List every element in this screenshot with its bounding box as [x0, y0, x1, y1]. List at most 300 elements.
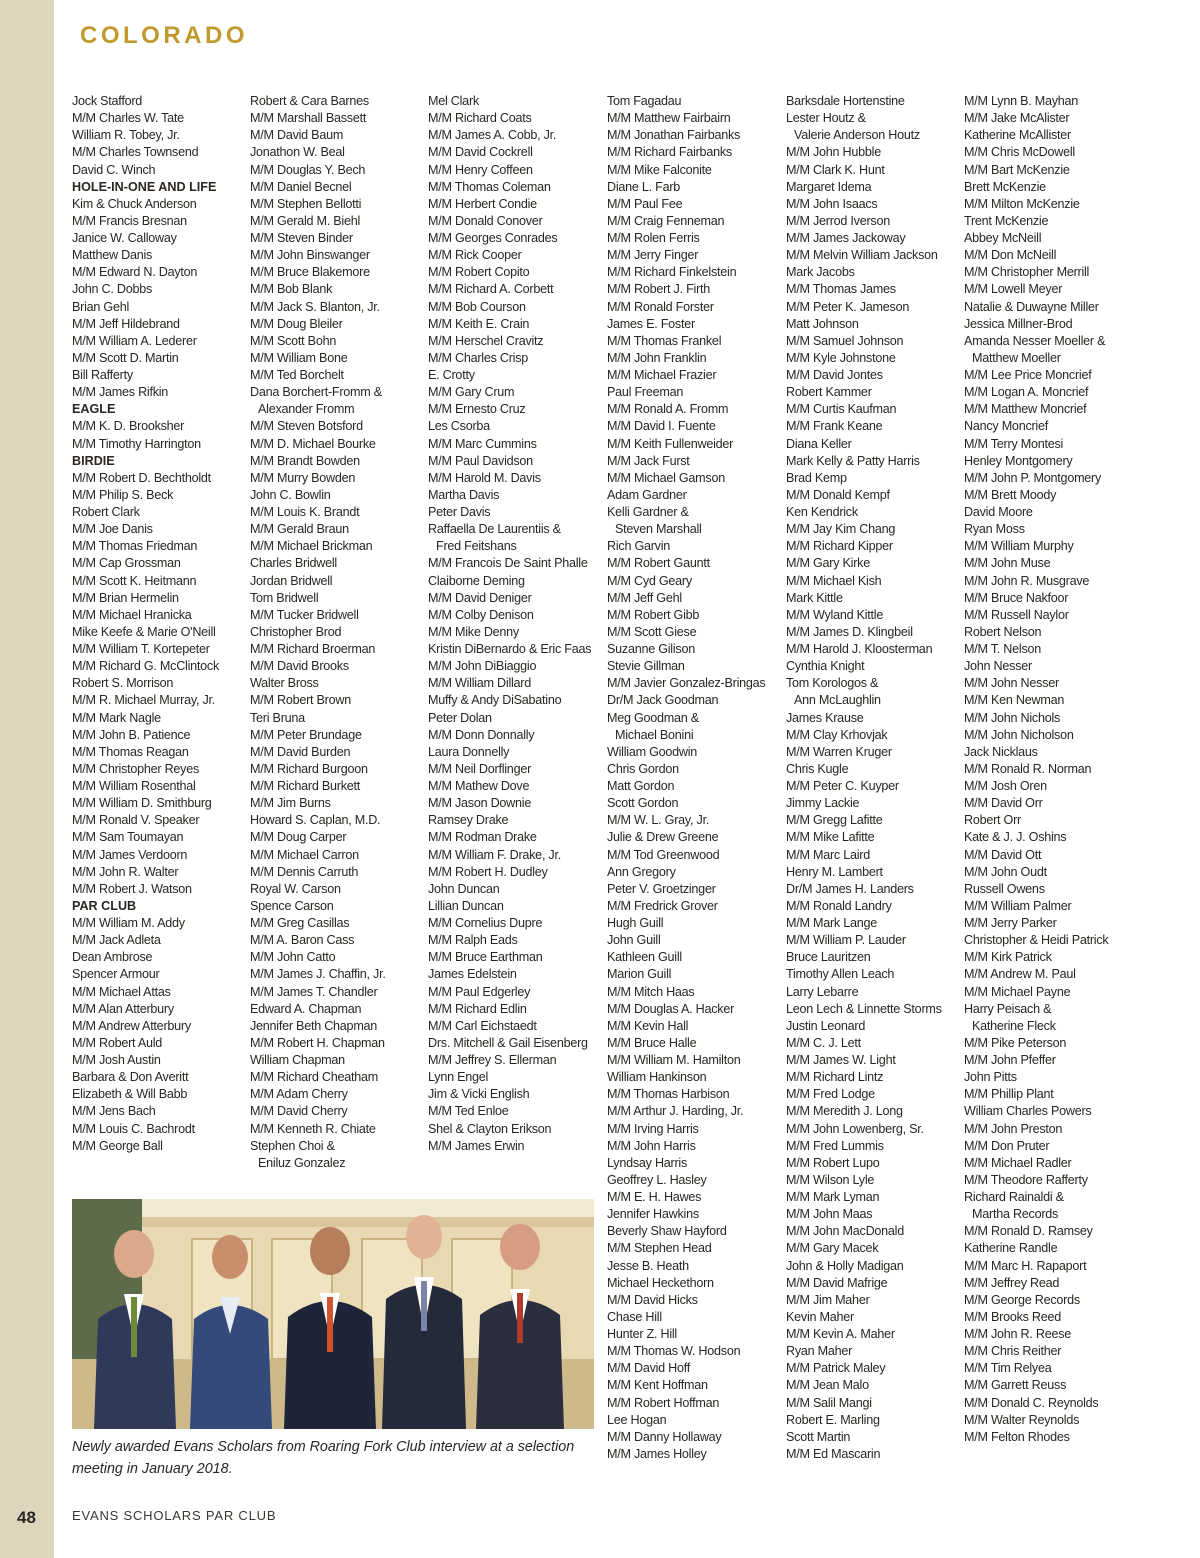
name-entry: Justin Leonard [786, 1018, 866, 1033]
name-entry: M/M John Lowenberg, Sr. [786, 1121, 924, 1136]
name-entry: M/M Charles W. Tate [72, 111, 184, 126]
name-entry: Chase Hill [607, 1309, 662, 1324]
name-entry: M/M John Binswanger [250, 248, 370, 263]
name-entry: M/M Richard Broerman [250, 642, 376, 656]
name-entry: M/M Richard Lintz [786, 1070, 884, 1085]
name-entry: Abbey McNeill [964, 231, 1042, 245]
name-entry: Larry Lebarre [786, 984, 859, 999]
name-entry: Tom Fagadau [607, 94, 682, 108]
name-entry: Lee Hogan [607, 1412, 667, 1427]
name-entry: Mark Kittle [786, 590, 843, 605]
name-entry: M/M Kevin Hall [607, 1018, 689, 1033]
name-entry: M/M Clay Krhovjak [786, 727, 888, 742]
name-entry-continuation: Valerie Anderson Houtz [794, 128, 920, 143]
name-entry: Chris Gordon [607, 761, 679, 776]
name-entry-continuation: Steven Marshall [615, 522, 702, 537]
name-entry: M/M Ronald Forster [607, 299, 714, 314]
name-entry: M/M Jason Downie [428, 796, 532, 811]
name-entry: M/M John Muse [964, 556, 1051, 571]
name-entry: M/M Gerald Braun [250, 522, 349, 537]
name-entry: M/M Michael Gamson [607, 470, 725, 485]
name-entry: M/M Robert Gibb [607, 607, 700, 622]
name-entry: M/M Doug Carper [250, 830, 347, 845]
name-entry: William R. Tobey, Jr. [72, 128, 180, 143]
name-entry: M/M Thomas Harbison [607, 1087, 730, 1102]
name-entry: M/M Tucker Bridwell [250, 607, 359, 622]
name-entry: M/M Colby Denison [428, 607, 534, 622]
name-entry: M/M Robert Auld [72, 1035, 163, 1050]
name-entry: Hugh Guill [607, 916, 664, 930]
name-entry: Dean Ambrose [72, 950, 153, 965]
name-entry: Tom Bridwell [250, 590, 319, 605]
name-entry: M/M Robert H. Dudley [428, 864, 548, 879]
name-entry: M/M Kirk Patrick [964, 950, 1052, 965]
name-entry: M/M Sam Toumayan [72, 830, 184, 845]
name-entry: M/M Mike Lafitte [786, 830, 875, 845]
name-entry: M/M Mike Denny [428, 624, 519, 639]
name-entry: M/M E. H. Hawes [607, 1190, 702, 1204]
name-entry: M/M Francis Bresnan [72, 213, 187, 228]
name-entry: Kristin DiBernardo & Eric Faas [428, 642, 592, 656]
name-entry: M/M C. J. Lett [786, 1035, 861, 1050]
name-entry: M/M Jeffrey S. Ellerman [428, 1053, 557, 1067]
name-entry: M/M William A. Lederer [72, 333, 197, 348]
name-entry: M/M Scott K. Heitmann [72, 573, 197, 588]
name-entry: Tom Korologos & [786, 676, 879, 691]
name-entry: William Chapman [250, 1053, 345, 1067]
name-entry: M/M Scott D. Martin [72, 350, 179, 365]
name-entry: M/M Robert Copito [428, 265, 530, 280]
name-entry: Katherine Randle [964, 1241, 1058, 1256]
name-entry-continuation: Michael Bonini [615, 727, 694, 742]
name-entry: M/M Jack Adleta [72, 933, 161, 948]
name-entry: Robert Clark [72, 505, 140, 519]
name-entry: M/M James Verdoorn [72, 847, 188, 862]
name-entry: M/M Fred Lummis [786, 1138, 884, 1153]
name-entry: M/M Cap Grossman [72, 556, 181, 571]
name-entry: M/M Fred Lodge [786, 1087, 875, 1102]
name-entry: Harry Peisach & [964, 1001, 1052, 1016]
name-entry: Jessica Millner-Brod [964, 316, 1073, 331]
name-entry: Brett McKenzie [964, 179, 1046, 194]
name-entry: Scott Martin [786, 1429, 851, 1444]
name-entry: M/M Charles Crisp [428, 350, 529, 365]
name-entry: M/M James D. Klingbeil [786, 624, 913, 639]
name-entry: Marion Guill [607, 967, 672, 982]
name-entry: Michael Heckethorn [607, 1275, 714, 1290]
name-entry: Natalie & Duwayne Miller [964, 299, 1099, 314]
name-entry: M/M John DiBiaggio [428, 659, 537, 674]
name-entry: James Edelstein [428, 967, 517, 982]
name-entry: M/M Chris McDowell [964, 145, 1075, 160]
name-entry: Martha Davis [428, 487, 500, 502]
name-entry: M/M Lee Price Moncrief [964, 368, 1092, 382]
name-entry: M/M Michael Frazier [607, 368, 717, 382]
name-entry: M/M William Bone [250, 350, 348, 365]
name-entry: M/M Harold M. Davis [428, 470, 541, 485]
name-entry: M/M Richard Coats [428, 111, 532, 126]
name-entry: M/M David Cherry [250, 1104, 348, 1119]
name-entry: Mel Clark [428, 94, 479, 108]
state-heading: COLORADO [80, 22, 248, 49]
name-entry: Ken Kendrick [786, 505, 858, 519]
name-entry: Jennifer Beth Chapman [250, 1018, 378, 1033]
name-entry: M/M John Nesser [964, 676, 1059, 691]
name-entry: M/M Ralph Eads [428, 933, 518, 948]
name-entry: Drs. Mitchell & Gail Eisenberg [428, 1035, 588, 1050]
name-entry: M/M William P. Lauder [786, 933, 906, 948]
name-entry: M/M T. Nelson [964, 642, 1041, 656]
name-entry: M/M Marc Cummins [428, 436, 537, 451]
name-entry: Nancy Moncrief [964, 419, 1048, 434]
name-entry: John Duncan [428, 881, 500, 896]
name-entry: Janice W. Calloway [72, 231, 177, 245]
name-entry: M/M Fredrick Grover [607, 898, 718, 913]
name-entry: M/M Tim Relyea [964, 1361, 1052, 1376]
name-entry: Christopher & Heidi Patrick [964, 933, 1109, 948]
name-entry: M/M Christopher Merrill [964, 265, 1090, 280]
name-entry: M/M Timothy Harrington [72, 436, 201, 451]
name-entry: M/M Javier Gonzalez-Bringas [607, 676, 766, 691]
name-entry: M/M Stephen Bellotti [250, 196, 362, 211]
name-entry: Teri Bruna [250, 710, 305, 725]
name-entry: M/M Thomas James [786, 282, 896, 297]
name-entry: M/M Mathew Dove [428, 779, 530, 793]
name-entry: Matthew Danis [72, 248, 153, 263]
name-entry: M/M John Preston [964, 1121, 1063, 1136]
name-entry: Kim & Chuck Anderson [72, 196, 197, 211]
name-entry: Muffy & Andy DiSabatino [428, 693, 562, 708]
name-entry: M/M Carl Eichstaedt [428, 1018, 537, 1033]
name-entry: John Nesser [964, 659, 1032, 674]
name-entry: M/M Ted Borchelt [250, 368, 344, 382]
name-entry: Jock Stafford [72, 94, 143, 108]
name-entry: M/M Chris Reither [964, 1344, 1062, 1359]
name-entry: Peter Dolan [428, 710, 492, 725]
name-entry: M/M Theodore Rafferty [964, 1172, 1088, 1187]
name-entry: Kevin Maher [786, 1309, 854, 1324]
name-entry: M/M Bob Courson [428, 299, 526, 314]
name-entry: Charles Bridwell [250, 556, 337, 571]
name-entry: M/M Jean Malo [786, 1378, 869, 1393]
name-entry: M/M James A. Cobb, Jr. [428, 128, 557, 143]
name-entry: M/M William T. Kortepeter [72, 642, 210, 656]
name-entry: M/M Kent Hoffman [607, 1378, 708, 1393]
name-entry: M/M Richard Kipper [786, 539, 893, 554]
name-entry: M/M Jeff Gehl [607, 590, 682, 605]
name-entry: Kate & J. J. Oshins [964, 830, 1067, 845]
name-entry: M/M Kenneth R. Chiate [250, 1121, 376, 1136]
name-entry: M/M Herbert Condie [428, 196, 537, 211]
name-entry: M/M Jonathan Fairbanks [607, 128, 741, 143]
name-entry: M/M Matthew Moncrief [964, 402, 1087, 417]
name-entry: M/M Joe Danis [72, 522, 153, 537]
name-entry: M/M Scott Bohn [250, 333, 337, 348]
name-entry: M/M Paul Davidson [428, 453, 533, 468]
name-entry: M/M K. D. Brooksher [72, 419, 185, 434]
name-entry: M/M Michael Hranicka [72, 607, 192, 622]
photo-caption: Newly awarded Evans Scholars from Roaring Fork Club interview at a selection meeting in January 2018. [72, 1439, 575, 1477]
name-entry: Bruce Lauritzen [786, 950, 871, 965]
name-column-5 [786, 93, 962, 1463]
name-entry: M/M Andrew M. Paul [964, 967, 1076, 982]
name-entry: M/M R. Michael Murray, Jr. [72, 693, 216, 708]
name-entry: M/M Robert Hoffman [607, 1395, 720, 1410]
name-entry-continuation: Alexander Fromm [258, 402, 355, 417]
name-entry: Geoffrey L. Hasley [607, 1172, 707, 1187]
name-entry: M/M Douglas Y. Bech [250, 162, 366, 177]
name-entry: Robert Nelson [964, 624, 1042, 639]
name-entry: M/M Melvin William Jackson [786, 248, 938, 263]
name-entry: M/M Curtis Kaufman [786, 402, 897, 417]
name-entry: M/M Michael Kish [786, 573, 882, 588]
name-entry: Matt Johnson [786, 316, 859, 331]
name-entry: Edward A. Chapman [250, 1001, 362, 1016]
name-entry: M/M Michael Payne [964, 984, 1071, 999]
name-entry: M/M Murry Bowden [250, 470, 356, 485]
name-entry: M/M Jerry Finger [607, 248, 699, 263]
name-entry: Raffaella De Laurentiis & [428, 522, 561, 537]
name-entry: M/M W. L. Gray, Jr. [607, 813, 710, 828]
name-entry: M/M Cornelius Dupre [428, 916, 543, 930]
name-entry: M/M Mark Nagle [72, 710, 161, 725]
name-entry: M/M Kevin A. Maher [786, 1327, 895, 1341]
name-entry: M/M Ronald R. Norman [964, 761, 1092, 776]
name-entry: Ann Gregory [607, 864, 676, 879]
name-entry: M/M John Hubble [786, 145, 881, 160]
name-entry: M/M Lowell Meyer [964, 282, 1063, 297]
name-entry: M/M John Isaacs [786, 196, 878, 211]
name-entry: M/M Josh Austin [72, 1053, 161, 1067]
name-entry: M/M Richard Burkett [250, 779, 361, 793]
name-entry: James Krause [786, 710, 864, 725]
name-entry: M/M Salil Mangi [786, 1395, 872, 1410]
name-entry: Bill Rafferty [72, 368, 133, 382]
name-entry: M/M Bob Blank [250, 282, 333, 297]
name-entry: Robert & Cara Barnes [250, 94, 369, 108]
name-entry: M/M Bruce Halle [607, 1035, 697, 1050]
name-entry: M/M Donald Kempf [786, 487, 890, 502]
name-entry: M/M Wyland Kittle [786, 607, 884, 622]
name-entry: M/M William D. Smithburg [72, 796, 212, 811]
name-entry: M/M George Records [964, 1292, 1080, 1307]
name-entry: M/M Scott Giese [607, 624, 697, 639]
name-entry: Leon Lech & Linnette Storms [786, 1001, 942, 1016]
name-entry: M/M Michael Brickman [250, 539, 373, 554]
name-entry: M/M James Holley [607, 1446, 707, 1461]
name-entry: M/M Robert Lupo [786, 1155, 880, 1170]
name-entry: Adam Gardner [607, 487, 687, 502]
name-entry: William Charles Powers [964, 1104, 1092, 1119]
name-entry: M/M William Murphy [964, 539, 1074, 554]
name-entry: M/M Danny Hollaway [607, 1429, 722, 1444]
name-entry: Jennifer Hawkins [607, 1207, 699, 1222]
name-entry: M/M Thomas Friedman [72, 539, 198, 554]
name-entry: M/M Robert J. Firth [607, 282, 711, 297]
name-entry: Ramsey Drake [428, 813, 509, 828]
name-entry: M/M Herschel Cravitz [428, 333, 544, 348]
name-entry: M/M Robert J. Watson [72, 881, 192, 896]
name-entry: M/M Ronald Landry [786, 898, 892, 913]
name-entry-continuation: Katherine Fleck [972, 1018, 1056, 1033]
name-entry: M/M Thomas Frankel [607, 333, 722, 348]
name-entry: Mark Jacobs [786, 265, 855, 280]
name-entry: M/M Jack S. Blanton, Jr. [250, 299, 380, 314]
name-entry: Dr/M Jack Goodman [607, 693, 719, 708]
name-entry: Scott Gordon [607, 796, 679, 811]
name-entry: M/M David Hoff [607, 1361, 691, 1376]
name-entry: Elizabeth & Will Babb [72, 1087, 188, 1102]
name-entry: M/M Jeffrey Read [964, 1275, 1060, 1290]
name-entry: Spence Carson [250, 898, 334, 913]
name-entry: M/M Brandt Bowden [250, 453, 360, 468]
name-entry: Howard S. Caplan, M.D. [250, 813, 381, 828]
name-entry: Jonathon W. Beal [250, 145, 345, 160]
name-entry: M/M John R. Walter [72, 864, 179, 879]
name-entry: M/M Lynn B. Mayhan [964, 94, 1079, 108]
name-entry: Walter Bross [250, 676, 319, 691]
name-entry: Meg Goodman & [607, 710, 699, 725]
section-heading: PAR CLUB [72, 898, 137, 913]
name-entry: M/M Richard A. Corbett [428, 282, 554, 297]
name-entry: Dr/M James H. Landers [786, 881, 914, 896]
name-entry: M/M Ted Enloe [428, 1104, 509, 1119]
name-entry: M/M Jerrod Iverson [786, 213, 890, 228]
name-entry: M/M Phillip Plant [964, 1087, 1054, 1102]
name-entry: M/M Louis K. Brandt [250, 505, 360, 519]
name-entry: M/M Philip S. Beck [72, 487, 174, 502]
name-entry: M/M Donald Conover [428, 213, 543, 228]
name-entry: M/M Tod Greenwood [607, 847, 720, 862]
name-entry: M/M John Nichols [964, 710, 1061, 725]
name-entry: Jimmy Lackie [786, 796, 860, 811]
name-entry: M/M Francois De Saint Phalle [428, 556, 588, 571]
name-entry: M/M David Brooks [250, 659, 349, 674]
name-entry: M/M Mark Lange [786, 916, 877, 930]
name-entry: John & Holly Madigan [786, 1258, 904, 1273]
name-entry: Beverly Shaw Hayford [607, 1224, 727, 1239]
name-entry: M/M Rodman Drake [428, 830, 537, 845]
name-entry: M/M Keith E. Crain [428, 316, 530, 331]
name-entry: M/M Christopher Reyes [72, 761, 200, 776]
name-entry: M/M Logan A. Moncrief [964, 385, 1089, 400]
name-entry: M/M Ronald V. Speaker [72, 813, 200, 828]
name-entry: M/M David Deniger [428, 590, 532, 605]
name-entry: M/M James Jackoway [786, 231, 906, 245]
name-entry: M/M Louis C. Bachrodt [72, 1121, 195, 1136]
name-entry: M/M Jim Maher [786, 1292, 870, 1307]
name-entry: M/M Adam Cherry [250, 1087, 348, 1102]
name-entry: Robert S. Morrison [72, 676, 174, 691]
name-entry: Matt Gordon [607, 779, 675, 793]
name-entry: M/M Henry Coffeen [428, 162, 533, 177]
name-entry: Barksdale Hortenstine [786, 94, 905, 108]
name-entry: John C. Dobbs [72, 282, 153, 297]
side-margin-band [0, 0, 54, 1558]
name-entry: M/M Matthew Fairbairn [607, 111, 731, 126]
name-entry: M/M David Ott [964, 847, 1042, 862]
name-entry: M/M Jake McAlister [964, 111, 1070, 126]
name-entry: M/M Bart McKenzie [964, 162, 1070, 177]
name-entry: M/M John Nicholson [964, 727, 1074, 742]
name-entry: M/M Donald C. Reynolds [964, 1395, 1099, 1410]
name-entry: M/M Don McNeill [964, 248, 1057, 263]
name-entry: M/M James T. Chandler [250, 984, 378, 999]
name-entry: M/M Jerry Parker [964, 916, 1057, 930]
name-entry: M/M Rolen Ferris [607, 231, 700, 245]
name-entry: Christopher Brod [250, 624, 342, 639]
name-entry: Kathleen Guill [607, 950, 682, 965]
name-entry: Ryan Moss [964, 522, 1025, 537]
name-entry: Paul Freeman [607, 385, 684, 400]
name-entry: M/M Samuel Johnson [786, 333, 904, 348]
name-entry: Diane L. Farb [607, 179, 681, 194]
name-entry: Laura Donnelly [428, 744, 510, 759]
name-entry: Stevie Gillman [607, 659, 685, 674]
name-entry-continuation: Eniluz Gonzalez [258, 1155, 346, 1170]
name-entry: Robert E. Marling [786, 1412, 880, 1427]
name-entry: M/M Pike Peterson [964, 1035, 1067, 1050]
name-entry: M/M Richard G. McClintock [72, 659, 219, 674]
name-entry: M/M Peter Brundage [250, 727, 362, 742]
name-entry: M/M Alan Atterbury [72, 1001, 174, 1016]
section-heading: EAGLE [72, 402, 116, 417]
name-entry: M/M Douglas A. Hacker [607, 1001, 735, 1016]
name-entry: M/M Meredith J. Long [786, 1104, 903, 1119]
name-entry: M/M Kyle Johnstone [786, 350, 896, 365]
name-entry: M/M Milton McKenzie [964, 196, 1080, 211]
name-column-2 [250, 93, 426, 1172]
name-entry: M/M Brian Hermelin [72, 590, 179, 605]
name-entry: M/M Harold J. Kloosterman [786, 642, 933, 656]
name-entry: M/M Ronald D. Ramsey [964, 1224, 1093, 1239]
name-entry: James E. Foster [607, 316, 695, 331]
publication-footer: EVANS SCHOLARS PAR CLUB [72, 1508, 277, 1523]
name-entry: M/M Robert H. Chapman [250, 1035, 385, 1050]
name-entry: Henley Montgomery [964, 453, 1073, 468]
name-entry: M/M Steven Binder [250, 231, 353, 245]
name-entry: M/M John Pfeffer [964, 1053, 1056, 1067]
name-entry: M/M Jens Bach [72, 1104, 156, 1119]
name-entry: M/M Jack Furst [607, 453, 690, 468]
name-entry: M/M Jay Kim Chang [786, 522, 896, 537]
name-entry: M/M Ken Newman [964, 693, 1065, 708]
name-entry: M/M Marshall Bassett [250, 111, 367, 126]
name-entry: Jesse B. Heath [607, 1258, 689, 1273]
name-entry: Brian Gehl [72, 299, 130, 314]
name-entry: M/M Rick Cooper [428, 248, 522, 263]
name-entry: Jim & Vicki English [428, 1087, 530, 1102]
name-entry: Trent McKenzie [964, 213, 1049, 228]
name-entry: M/M Ed Mascarin [786, 1446, 881, 1461]
name-entry: M/M John Franklin [607, 350, 707, 365]
name-entry: Timothy Allen Leach [786, 967, 895, 982]
name-entry: M/M John MacDonald [786, 1224, 904, 1239]
name-entry: M/M Irving Harris [607, 1121, 699, 1136]
name-entry: M/M John Catto [250, 950, 336, 965]
name-entry-continuation: Martha Records [972, 1207, 1059, 1222]
name-entry: M/M William Palmer [964, 898, 1072, 913]
name-entry: M/M Charles Townsend [72, 145, 199, 160]
name-entry: M/M Robert D. Bechtholdt [72, 470, 211, 485]
name-entry: M/M Wilson Lyle [786, 1172, 875, 1187]
name-entry: M/M D. Michael Bourke [250, 436, 376, 451]
name-entry: M/M Peter C. Kuyper [786, 779, 899, 793]
name-entry: M/M Brooks Reed [964, 1309, 1062, 1324]
name-entry: Katherine McAllister [964, 128, 1071, 143]
name-entry: M/M A. Baron Cass [250, 933, 355, 948]
name-entry: Lester Houtz & [786, 111, 866, 126]
